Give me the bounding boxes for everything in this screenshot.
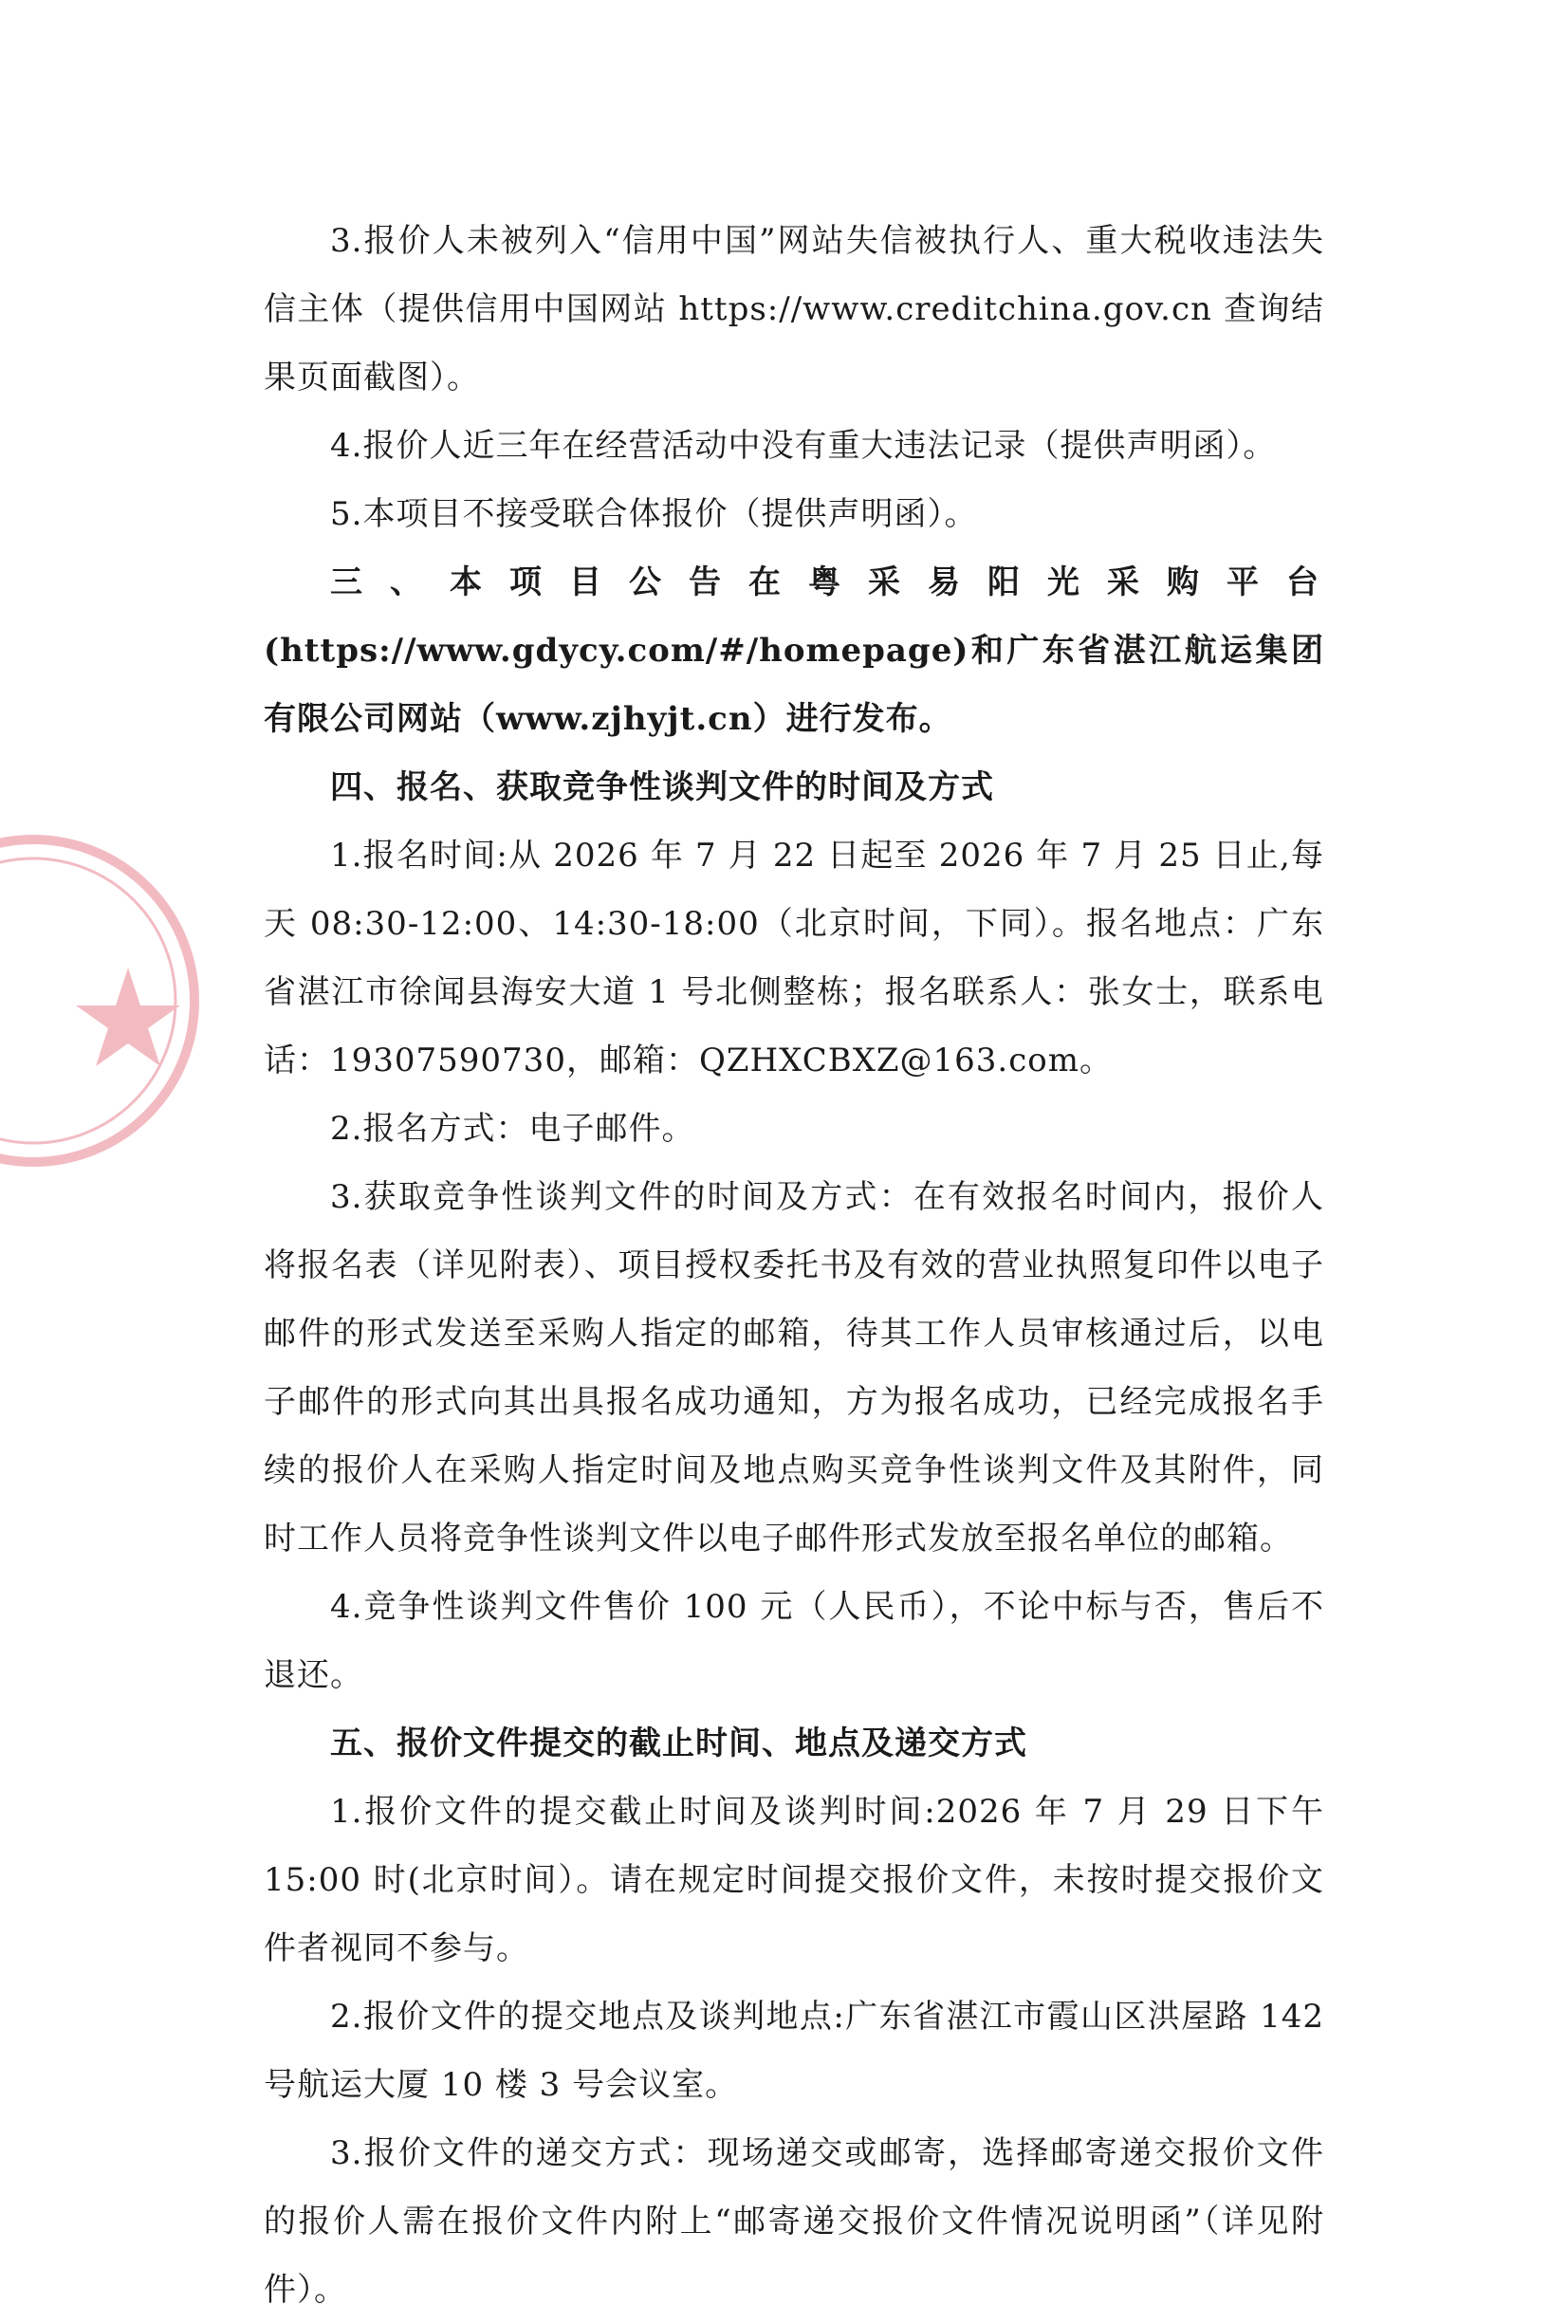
- section-four-heading: 四、报名、获取竞争性谈判文件的时间及方式: [330, 768, 994, 806]
- paragraph-obtain-documents: 3.获取竞争性谈判文件的时间及方式：在有效报名时间内，报价人将报名表（详见附表）、项目授权委托书及有效的营业执照复印件以电子邮件的形式发送至采购人指定的邮箱，待其工作人员审核通过后，以电子邮件的形式向其出具报名成功通知，方为报名成功，已经完成报名手续的报价人在采购人指定时间及地点购买竞争性谈判文件及其附件，同时工作人员将竞争性谈判文件以电子邮件形式发放至报名单位的邮箱。: [264, 1178, 1324, 1558]
- section-three-heading-line1: 三 、 本 项 目 公 告 在 粤 采 易 阳 光 采 购 平 台: [330, 563, 1324, 601]
- document-body: [264, 207, 1324, 2324]
- company-seal-icon: [0, 825, 209, 1176]
- paragraph-no-violation: 4.报价人近三年在经营活动中没有重大违法记录（提供声明函）。: [330, 427, 1277, 465]
- paragraph-no-consortium: 5.本项目不接受联合体报价（提供声明函）。: [330, 495, 978, 533]
- paragraph-submission-location: 2.报价文件的提交地点及谈判地点:广东省湛江市霞山区洪屋路 142 号航运大厦 10 楼 3 号会议室。: [264, 1998, 1324, 2104]
- paragraph-submission-deadline: 1.报价文件的提交截止时间及谈判时间:2026 年 7 月 29 日下午 15:00 时(北京时间）。请在规定时间提交报价文件，未按时提交报价文件者视同不参与。: [264, 1793, 1324, 1967]
- paragraph-submission-method: 3.报价文件的递交方式：现场递交或邮寄，选择邮寄递交报价文件的报价人需在报价文件内附上“邮寄递交报价文件情况说明函”（详见附件）。: [264, 2134, 1324, 2309]
- paragraph-document-price: 4.竞争性谈判文件售价 100 元（人民币），不论中标与否，售后不退还。: [264, 1588, 1324, 1694]
- section-five-heading: 五、报价文件提交的截止时间、地点及递交方式: [330, 1725, 1027, 1762]
- section-three-heading-rest: (https://www.gdycy.com/#/homepage)和广东省湛江航运集团有限公司网站（www.zjhyjt.cn）进行发布。: [264, 632, 1324, 738]
- paragraph-registration-time: 1.报名时间:从 2026 年 7 月 22 日起至 2026 年 7 月 25 日止,每天 08:30-12:00、14:30-18:00（北京时间，下同）。报名地点：广东省湛江市徐闻县海安大道 1 号北侧整栋；报名联系人：张女士，联系电话：19307590730，邮箱：QZHXCBXZ@163.com。: [264, 837, 1324, 1079]
- paragraph-registration-method: 2.报名方式：电子邮件。: [330, 1110, 695, 1148]
- paragraph-credit-check: 3.报价人未被列入“信用中国”网站失信被执行人、重大税收违法失信主体（提供信用中国网站 https://www.creditchina.gov.cn 查询结果页面截图）。: [264, 222, 1324, 397]
